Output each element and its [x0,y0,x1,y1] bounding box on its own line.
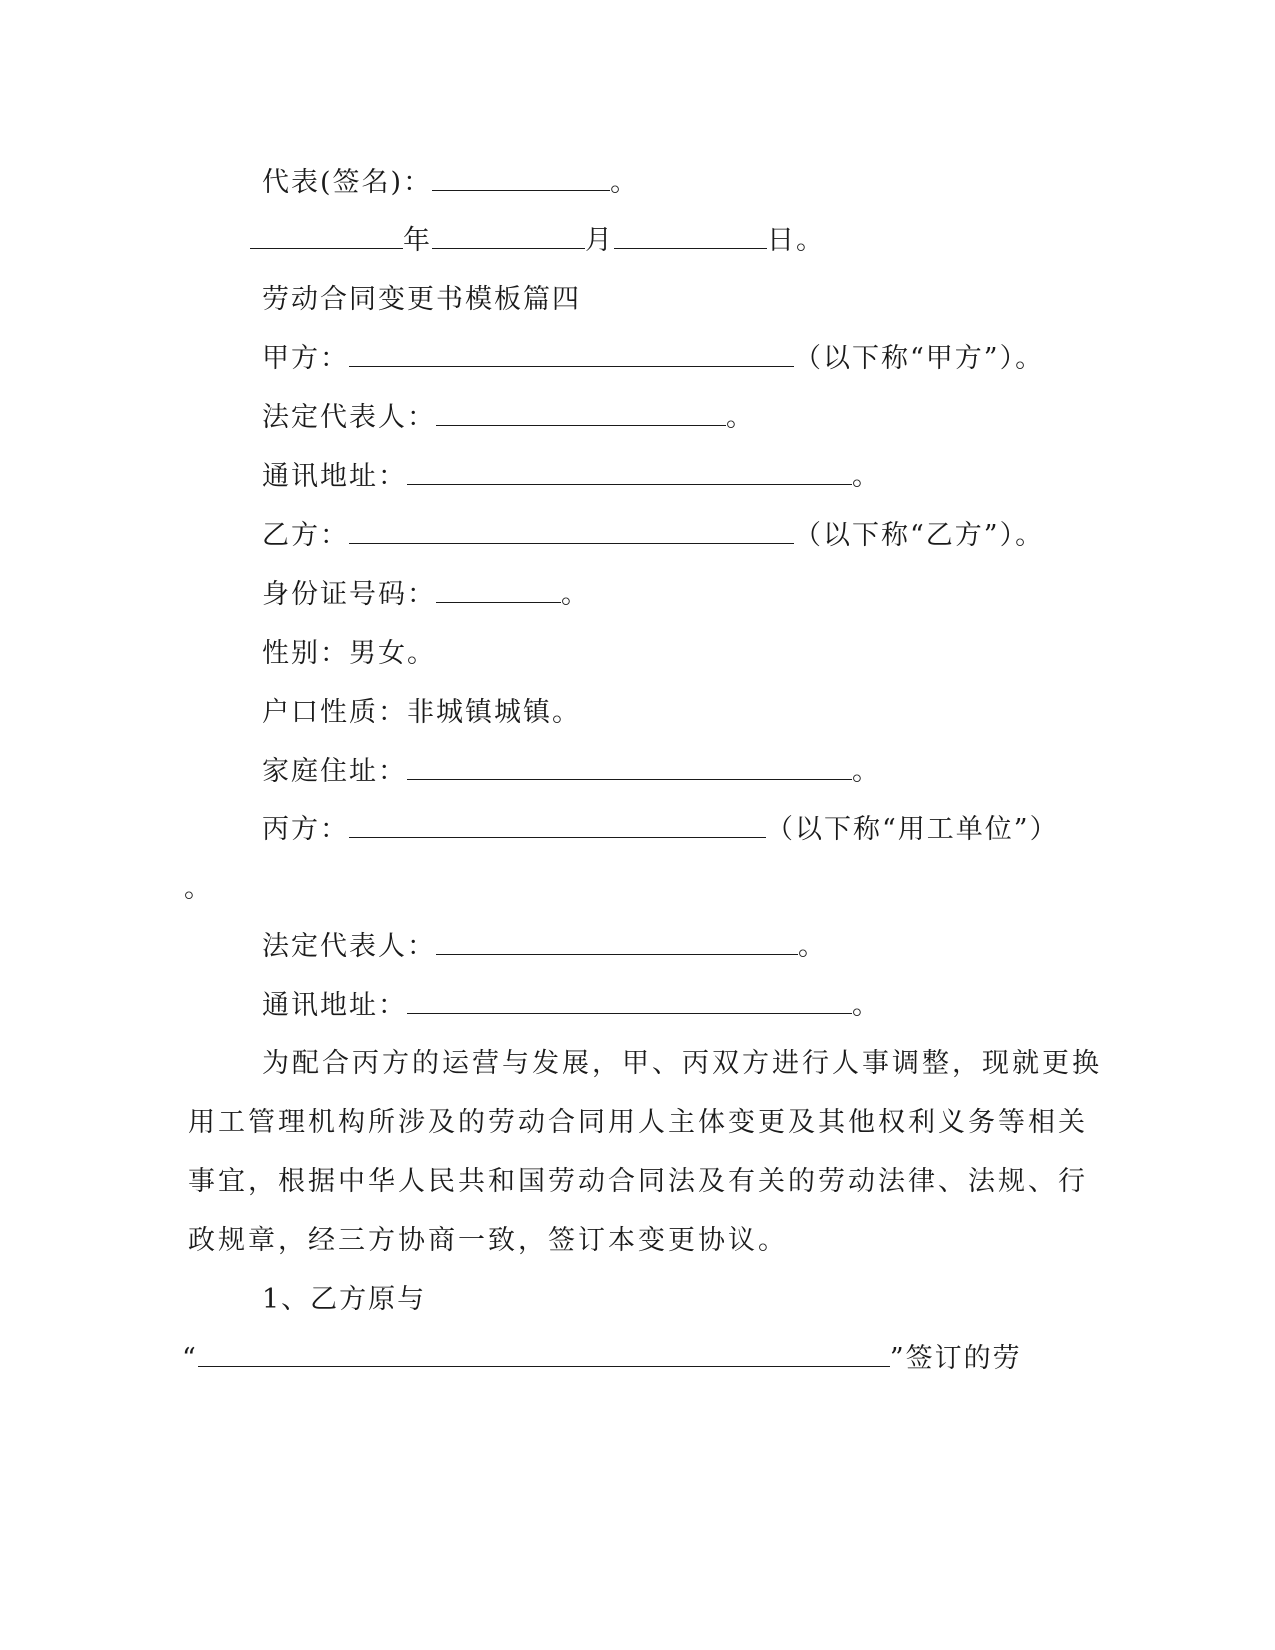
section-title: 劳动合同变更书模板篇四 [262,284,581,315]
id-number-label: 身份证号码： [262,579,436,610]
address-a-blank[interactable] [407,460,852,485]
id-number-end: 。 [561,579,590,610]
address-c-blank[interactable] [407,989,852,1014]
party-a-line [262,342,1044,376]
day-label: 日。 [767,225,825,256]
clause-1-blank[interactable] [198,1342,890,1367]
party-a-suffix: （以下称“甲方”）。 [794,343,1045,374]
gender-line: 性别：男女。 [262,638,436,669]
party-b-label: 乙方： [262,520,349,551]
signature-end: 。 [610,167,640,198]
legal-rep-c-blank[interactable] [436,930,798,955]
paragraph-line-1: 为配合丙方的运营与发展，甲、丙双方进行人事调整，现就更换 [262,1048,1102,1079]
party-b-suffix: （以下称“乙方”）。 [794,520,1045,551]
clause-1-label: 1、乙方原与 [262,1284,427,1315]
id-number-blank[interactable] [436,578,561,603]
home-address-blank[interactable] [407,755,852,780]
party-a-label: 甲方： [262,343,349,374]
hukou-line: 户口性质：非城镇城镇。 [262,697,581,728]
legal-rep-c-line [262,930,827,964]
address-c-end: 。 [852,990,881,1021]
party-b-line [262,519,1044,553]
party-c-wrap: 。 [184,873,213,904]
representative-signature-line [262,166,639,200]
year-blank[interactable] [250,224,403,249]
legal-rep-c-label: 法定代表人： [262,931,436,962]
paragraph-line-2: 用工管理机构所涉及的劳动合同用人主体变更及其他权利义务等相关 [188,1107,1088,1138]
id-number-line [262,578,590,612]
party-c-label: 丙方： [262,814,349,845]
address-a-line [262,460,881,494]
party-a-blank[interactable] [349,342,794,367]
legal-rep-a-label: 法定代表人： [262,402,436,433]
clause-1-open-quote: “ [182,1343,198,1374]
address-c-line [262,989,881,1023]
legal-rep-a-end: 。 [726,402,755,433]
legal-rep-a-blank[interactable] [436,401,726,426]
representative-signature-label: 代表(签名)： [262,167,433,198]
address-a-label: 通讯地址： [262,461,407,492]
home-address-end: 。 [852,756,881,787]
paragraph-line-3: 事宜，根据中华人民共和国劳动合同法及有关的劳动法律、法规、行 [188,1166,1088,1197]
home-address-line [262,755,881,789]
month-blank[interactable] [432,224,585,249]
party-c-blank[interactable] [349,813,766,838]
home-address-label: 家庭住址： [262,756,407,787]
clause-1-continuation [182,1342,1022,1376]
party-c-line [262,813,1059,847]
paragraph-line-4: 政规章，经三方协商一致，签订本变更协议。 [188,1225,788,1256]
address-a-end: 。 [852,461,881,492]
day-blank[interactable] [614,224,767,249]
signature-blank[interactable] [432,166,610,191]
legal-rep-c-end: 。 [798,931,827,962]
address-c-label: 通讯地址： [262,990,407,1021]
month-label: 月 [585,225,614,256]
clause-1-close-text: ”签订的劳 [889,1343,1022,1374]
year-label: 年 [403,225,432,256]
party-c-suffix: （以下称“用工单位”） [766,814,1059,845]
date-line [250,224,825,258]
party-b-blank[interactable] [349,519,794,544]
legal-rep-a-line [262,401,755,435]
